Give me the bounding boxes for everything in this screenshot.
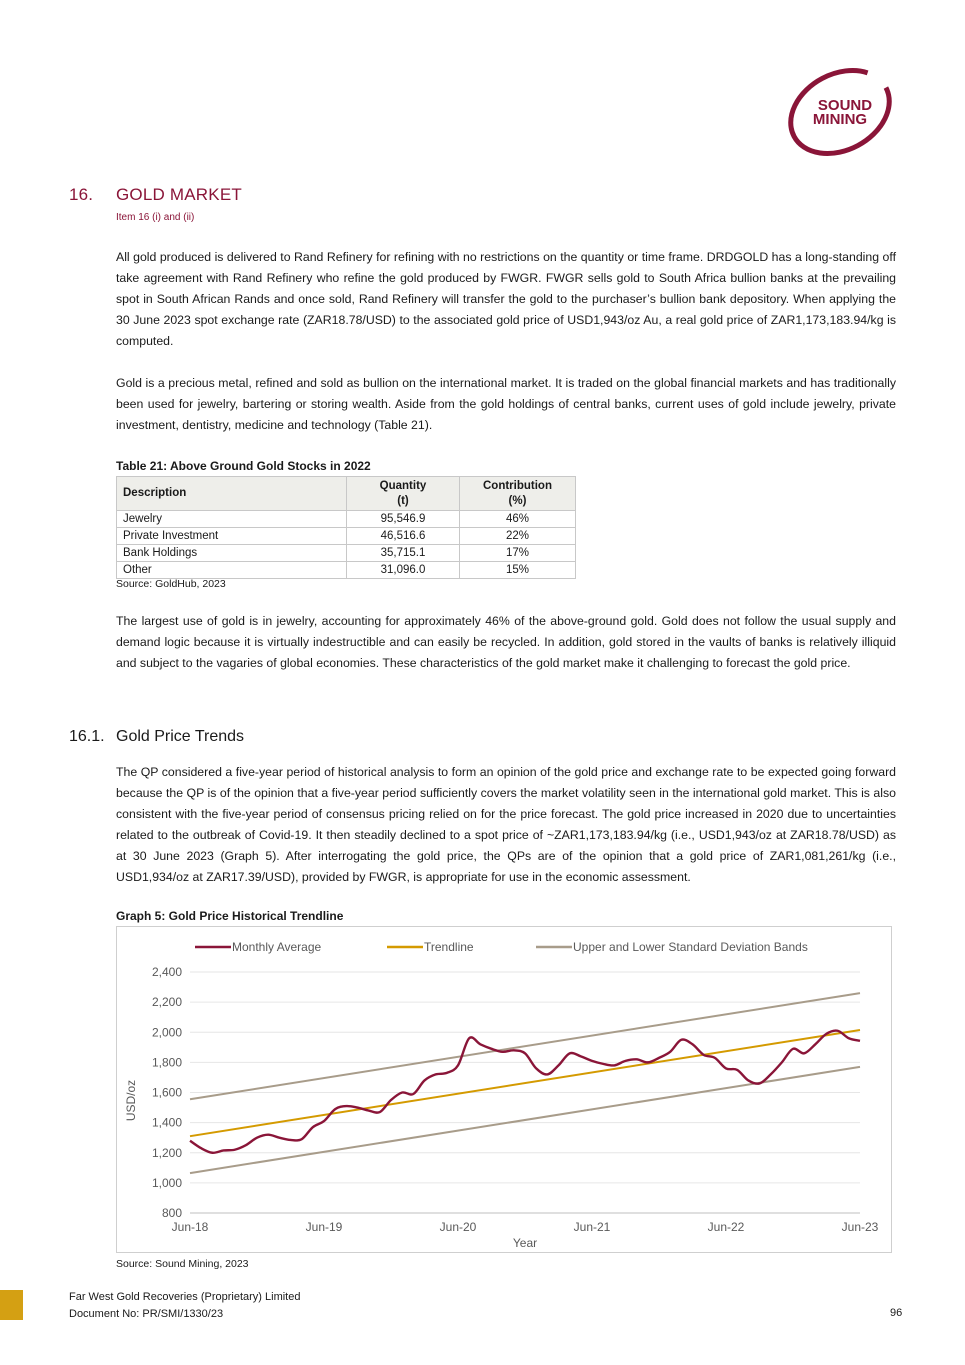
table-row bbox=[117, 562, 576, 579]
cell-description: Jewelry bbox=[117, 511, 347, 528]
paragraph-precious-metal: Gold is a precious metal, refined and sold as bullion on the international market. It is traded on the global financial markets and has traditionally been used for jewelry, bartering or storing wealth. Aside from the gold holdings of central banks, current uses of gold include jewelry, private investment, dentistry, medicine and technology (Table 21). bbox=[116, 376, 896, 432]
y-tick-label: 1,600 bbox=[151, 1085, 182, 1100]
table-row bbox=[117, 545, 576, 562]
header-quantity bbox=[347, 477, 460, 511]
cell-contribution: 15% bbox=[460, 562, 576, 579]
y-tick-label: 2,400 bbox=[151, 965, 182, 979]
x-tick-label: Jun-20 bbox=[439, 1220, 477, 1234]
y-tick-label: 1,400 bbox=[151, 1115, 182, 1130]
subsection-heading bbox=[69, 728, 244, 746]
x-tick-label: Jun-19 bbox=[305, 1220, 343, 1234]
legend-trendline-label: Trendline bbox=[424, 940, 474, 954]
series-monthly-average bbox=[190, 1031, 860, 1153]
table-source: Source: GoldHub, 2023 bbox=[116, 578, 226, 590]
header-quantity-unit: (t) bbox=[397, 494, 409, 507]
chart-legend bbox=[195, 940, 808, 954]
subsection-number: 16.1. bbox=[69, 728, 105, 745]
y-axis-title: USD/oz bbox=[124, 1079, 138, 1122]
y-tick-label: 1,000 bbox=[151, 1175, 182, 1190]
x-tick-label: Jun-22 bbox=[707, 1220, 745, 1234]
cell-contribution: 46% bbox=[460, 511, 576, 528]
x-tick-label: Jun-23 bbox=[841, 1220, 879, 1234]
chart-canvas bbox=[117, 927, 891, 1252]
graph-caption: Graph 5: Gold Price Historical Trendline bbox=[116, 909, 344, 923]
header-contribution-label: Contribution bbox=[483, 479, 552, 492]
cell-contribution: 17% bbox=[460, 545, 576, 562]
cell-quantity: 35,715.1 bbox=[347, 545, 460, 562]
table-caption: Table 21: Above Ground Gold Stocks in 2022 bbox=[116, 459, 371, 473]
x-tick-label: Jun-18 bbox=[171, 1220, 209, 1234]
graph-source: Source: Sound Mining, 2023 bbox=[116, 1258, 249, 1270]
gold-price-chart bbox=[116, 926, 892, 1253]
logo-text-sound: SOUND bbox=[817, 97, 873, 114]
header-contribution-unit: (%) bbox=[508, 494, 527, 507]
footer-color-mark bbox=[0, 1290, 23, 1320]
logo-text-mining: MINING bbox=[812, 111, 868, 128]
footer-company: Far West Gold Recoveries (Proprietary) Limited bbox=[69, 1291, 301, 1303]
series-layer bbox=[190, 993, 860, 1173]
paragraph-jewelry-use: The largest use of gold is in jewelry, accounting for approximately 46% of the above-ground gold. Gold does not follow the usual supply and demand logic because it is virtually indestructible and can easily be recycled. In addition, gold stored in the vaults of banks is relatively illiquid and subject to the vagaries of global economies. These characteristics of the gold market make it challenging to forecast the gold price. bbox=[116, 614, 896, 670]
paragraph-refinery: All gold produced is delivered to Rand Refinery for refining with no restrictions on the quantity or time frame. DRDGOLD has a long-standing off take agreement with Rand Refinery who refine the gold produced by FWGR. FWGR sells gold to South Africa bullion banks at the prevailing spot in South African Rands and once sold, Rand Refinery will transfer the gold to the purchaser’s bullion bank depository. When applying the 30 June 2023 spot exchange rate (ZAR18.78/USD) to the associated gold price of USD1,943/oz Au, a real gold price of ZAR1,173,183.94/kg is computed. bbox=[116, 250, 896, 348]
y-tick-label: 800 bbox=[161, 1206, 182, 1220]
section-number: 16. bbox=[69, 185, 94, 204]
subsection-title: Gold Price Trends bbox=[116, 728, 245, 745]
cell-quantity: 31,096.0 bbox=[347, 562, 460, 579]
cell-description: Bank Holdings bbox=[117, 545, 347, 562]
legend-monthly-average-label: Monthly Average bbox=[232, 940, 322, 954]
y-tick-label: 1,200 bbox=[151, 1145, 182, 1160]
x-tick-label: Jun-21 bbox=[573, 1220, 611, 1234]
footer-document-number: Document No: PR/SMI/1330/23 bbox=[69, 1308, 224, 1320]
cell-description: Private Investment bbox=[117, 528, 347, 545]
header-contribution bbox=[460, 477, 576, 511]
y-tick-label: 2,200 bbox=[151, 995, 182, 1010]
cell-description: Other bbox=[117, 562, 347, 579]
table-row bbox=[117, 511, 576, 528]
cell-contribution: 22% bbox=[460, 528, 576, 545]
y-tick-label: 1,800 bbox=[151, 1055, 182, 1070]
paragraph-price-trends: The QP considered a five-year period of historical analysis to form an opinion of the gold price and exchange rate to be expected going forward because the QP is of the opinion that a five-year period sufficiently covers the market volatility seen in the international gold market. This is also consistent with the five-year period of consensus pricing relied on for the price forecast. The gold price increased in 2020 due to uncertainties related to the outbreak of Covid-19. It then steadily declined to a spot price of ~ZAR1,173,183.94/kg (i.e., USD1,943/oz at ZAR18.78/USD) as at 30 June 2023 (Graph 5). After interrogating the gold price, the QPs are of the opinion that a gold price of ZAR1,081,261/kg (i.e., USD1,934/oz at ZAR17.39/USD), provided by FWGR, is appropriate for use in the economic assessment. bbox=[116, 765, 896, 884]
y-tick-label: 2,000 bbox=[151, 1025, 182, 1040]
cell-quantity: 95,546.9 bbox=[347, 511, 460, 528]
section-heading bbox=[69, 185, 242, 205]
cell-quantity: 46,516.6 bbox=[347, 528, 460, 545]
sound-mining-logo bbox=[782, 66, 902, 158]
page-number: 96 bbox=[890, 1307, 903, 1319]
table-header-row bbox=[117, 477, 576, 511]
section-item-reference: Item 16 (i) and (ii) bbox=[116, 212, 195, 223]
table-row bbox=[117, 528, 576, 545]
header-quantity-label: Quantity bbox=[379, 479, 427, 492]
header-description: Description bbox=[117, 477, 347, 511]
gold-stocks-table bbox=[116, 476, 576, 579]
x-axis-title: Year bbox=[512, 1236, 538, 1250]
section-title: GOLD MARKET bbox=[116, 185, 242, 204]
legend-std-bands-label: Upper and Lower Standard Deviation Bands bbox=[573, 940, 808, 954]
